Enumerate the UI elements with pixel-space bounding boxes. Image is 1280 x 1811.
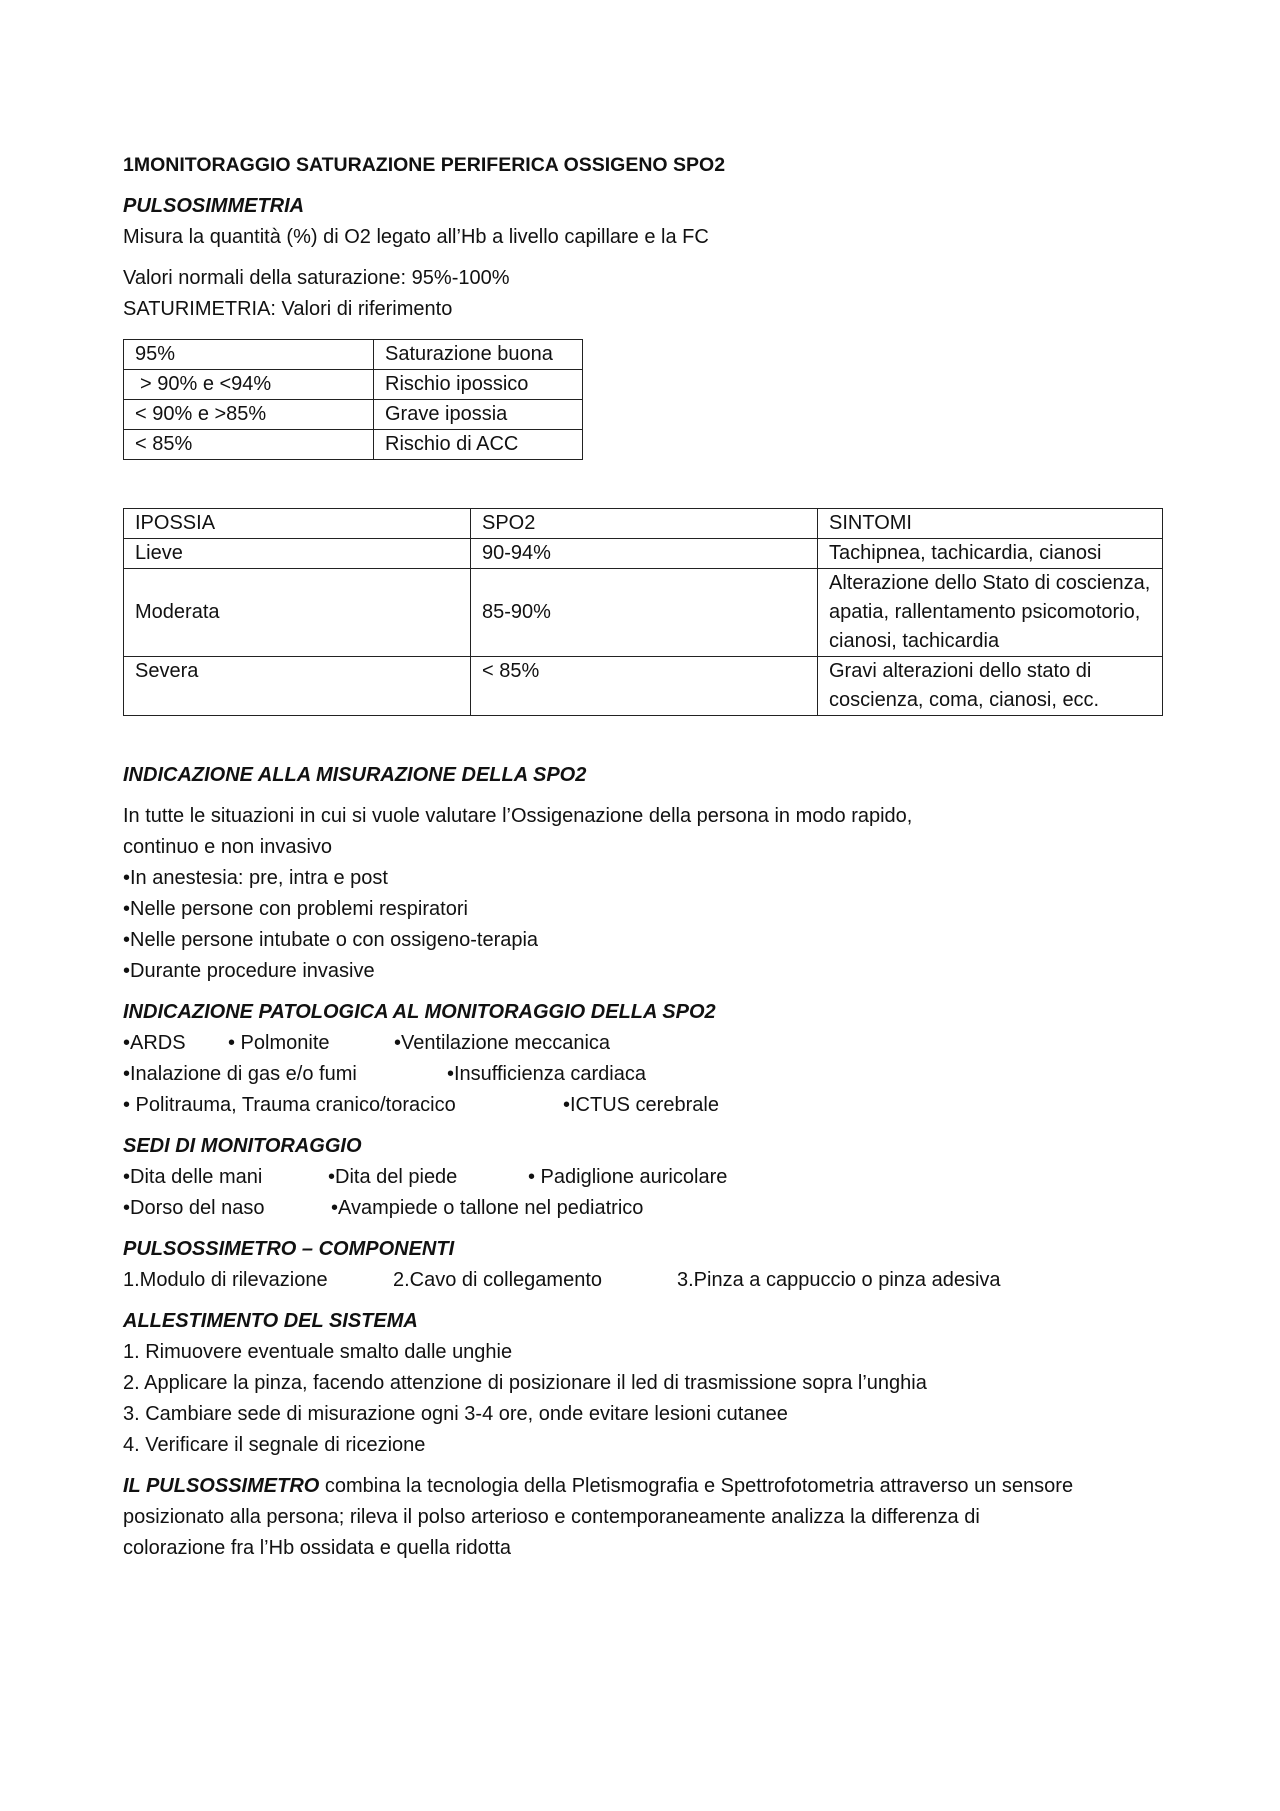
list-item: •In anestesia: pre, intra e post bbox=[123, 867, 388, 889]
table-cell: < 85% bbox=[471, 657, 818, 716]
normal-values: Valori normali della saturazione: 95%-100% bbox=[123, 267, 510, 289]
list-item: • Politrauma, Trauma cranico/toracico bbox=[123, 1094, 456, 1116]
table-cell: Alterazione dello Stato di coscienza, apatia, rallentamento psicomotorio, cianosi, tachicardia bbox=[818, 569, 1163, 657]
list-item: 4. Verificare il segnale di ricezione bbox=[123, 1434, 426, 1456]
list-item: •Ventilazione meccanica bbox=[394, 1032, 611, 1054]
pulsossimetro-lead: IL PULSOSSIMETRO bbox=[123, 1475, 320, 1497]
table-cell: 90-94% bbox=[471, 539, 818, 569]
list-item: 3. Cambiare sede di misurazione ogni 3-4 ore, onde evitare lesioni cutanee bbox=[123, 1403, 788, 1425]
list-item: •Avampiede o tallone nel pediatrico bbox=[331, 1197, 644, 1219]
list-item: 2. Applicare la pinza, facendo attenzione di posizionare il led di trasmissione sopra l’unghia bbox=[123, 1372, 927, 1394]
table-cell: < 85% bbox=[124, 430, 374, 460]
patologica-row bbox=[123, 1059, 1163, 1090]
list-item: •Nelle persone intubate o con ossigeno-terapia bbox=[123, 929, 539, 951]
table-row bbox=[124, 657, 1163, 716]
list-item: • Polmonite bbox=[228, 1032, 330, 1054]
componenti-heading: PULSOSSIMETRO – COMPONENTI bbox=[123, 1238, 455, 1260]
table-cell: > 90% e <94% bbox=[124, 370, 374, 400]
list-item: •Nelle persone con problemi respiratori bbox=[123, 898, 468, 920]
table-row bbox=[124, 340, 583, 370]
list-item: 1.Modulo di rilevazione bbox=[123, 1269, 328, 1291]
sedi-row bbox=[123, 1193, 1163, 1224]
list-item: •ICTUS cerebrale bbox=[563, 1094, 719, 1116]
indicazione-intro: In tutte le situazioni in cui si vuole valutare l’Ossigenazione della persona in modo rapido, bbox=[123, 805, 913, 827]
list-item: 2.Cavo di collegamento bbox=[393, 1269, 603, 1291]
list-item: •ARDS bbox=[123, 1032, 186, 1054]
table-cell: Tachipnea, tachicardia, cianosi bbox=[818, 539, 1163, 569]
pulsossimetro-text: posizionato alla persona; rileva il polso arterioso e contemporaneamente analizza la differenza di bbox=[123, 1506, 980, 1528]
table-cell: Rischio ipossico bbox=[374, 370, 583, 400]
pulsosimmetria-heading: PULSOSIMMETRIA bbox=[123, 195, 305, 217]
table-cell: Moderata bbox=[124, 569, 471, 657]
table-cell: 85-90% bbox=[471, 569, 818, 657]
sedi-heading: SEDI DI MONITORAGGIO bbox=[123, 1135, 362, 1157]
patologica-row bbox=[123, 1028, 1163, 1059]
pulsosimmetria-desc: Misura la quantità (%) di O2 legato all’Hb a livello capillare e la FC bbox=[123, 226, 709, 248]
table-row bbox=[124, 400, 583, 430]
table-row bbox=[124, 539, 1163, 569]
patologica-row bbox=[123, 1090, 1163, 1121]
table-row bbox=[124, 430, 583, 460]
sedi-row bbox=[123, 1162, 1163, 1193]
pulsossimetro-text: colorazione fra l’Hb ossidata e quella ridotta bbox=[123, 1537, 511, 1559]
list-item: • Padiglione auricolare bbox=[528, 1166, 728, 1188]
list-item: 1. Rimuovere eventuale smalto dalle unghie bbox=[123, 1341, 513, 1363]
indicazione-intro-cont: continuo e non invasivo bbox=[123, 836, 333, 858]
list-item: •Dorso del naso bbox=[123, 1197, 265, 1219]
list-item: •Insufficienza cardiaca bbox=[447, 1063, 646, 1085]
table-row bbox=[124, 370, 583, 400]
pulsossimetro-text: combina la tecnologia della Pletismografia e Spettrofotometria attraverso un sensore bbox=[319, 1475, 1074, 1497]
table-cell: Grave ipossia bbox=[374, 400, 583, 430]
column-header: SINTOMI bbox=[818, 509, 1163, 539]
componenti-row bbox=[123, 1265, 1163, 1296]
saturation-table bbox=[123, 339, 583, 460]
list-item: •Dita del piede bbox=[328, 1166, 458, 1188]
table-cell: Gravi alterazioni dello stato di coscienza, coma, cianosi, ecc. bbox=[818, 657, 1163, 716]
hypoxia-table bbox=[123, 508, 1163, 716]
table-cell: Rischio di ACC bbox=[374, 430, 583, 460]
document-page bbox=[123, 150, 1163, 1564]
table-cell: < 90% e >85% bbox=[124, 400, 374, 430]
table-cell: Saturazione buona bbox=[374, 340, 583, 370]
reference-values-label: SATURIMETRIA: Valori di riferimento bbox=[123, 298, 453, 320]
table-cell: 95% bbox=[124, 340, 374, 370]
table-cell: Severa bbox=[124, 657, 471, 716]
table-cell: Lieve bbox=[124, 539, 471, 569]
column-header: IPOSSIA bbox=[124, 509, 471, 539]
indicazione-heading: INDICAZIONE ALLA MISURAZIONE DELLA SPO2 bbox=[123, 764, 587, 786]
table-row bbox=[124, 569, 1163, 657]
list-item: •Inalazione di gas e/o fumi bbox=[123, 1063, 357, 1085]
list-item: 3.Pinza a cappuccio o pinza adesiva bbox=[677, 1269, 1001, 1291]
allestimento-heading: ALLESTIMENTO DEL SISTEMA bbox=[123, 1310, 418, 1332]
column-header: SPO2 bbox=[471, 509, 818, 539]
list-item: •Dita delle mani bbox=[123, 1166, 263, 1188]
pulsossimetro-paragraph bbox=[123, 1471, 1163, 1502]
page-title: 1MONITORAGGIO SATURAZIONE PERIFERICA OSSIGENO SPO2 bbox=[123, 154, 726, 176]
patologica-heading: INDICAZIONE PATOLOGICA AL MONITORAGGIO DELLA SPO2 bbox=[123, 1001, 716, 1023]
table-header-row bbox=[124, 509, 1163, 539]
list-item: •Durante procedure invasive bbox=[123, 960, 375, 982]
